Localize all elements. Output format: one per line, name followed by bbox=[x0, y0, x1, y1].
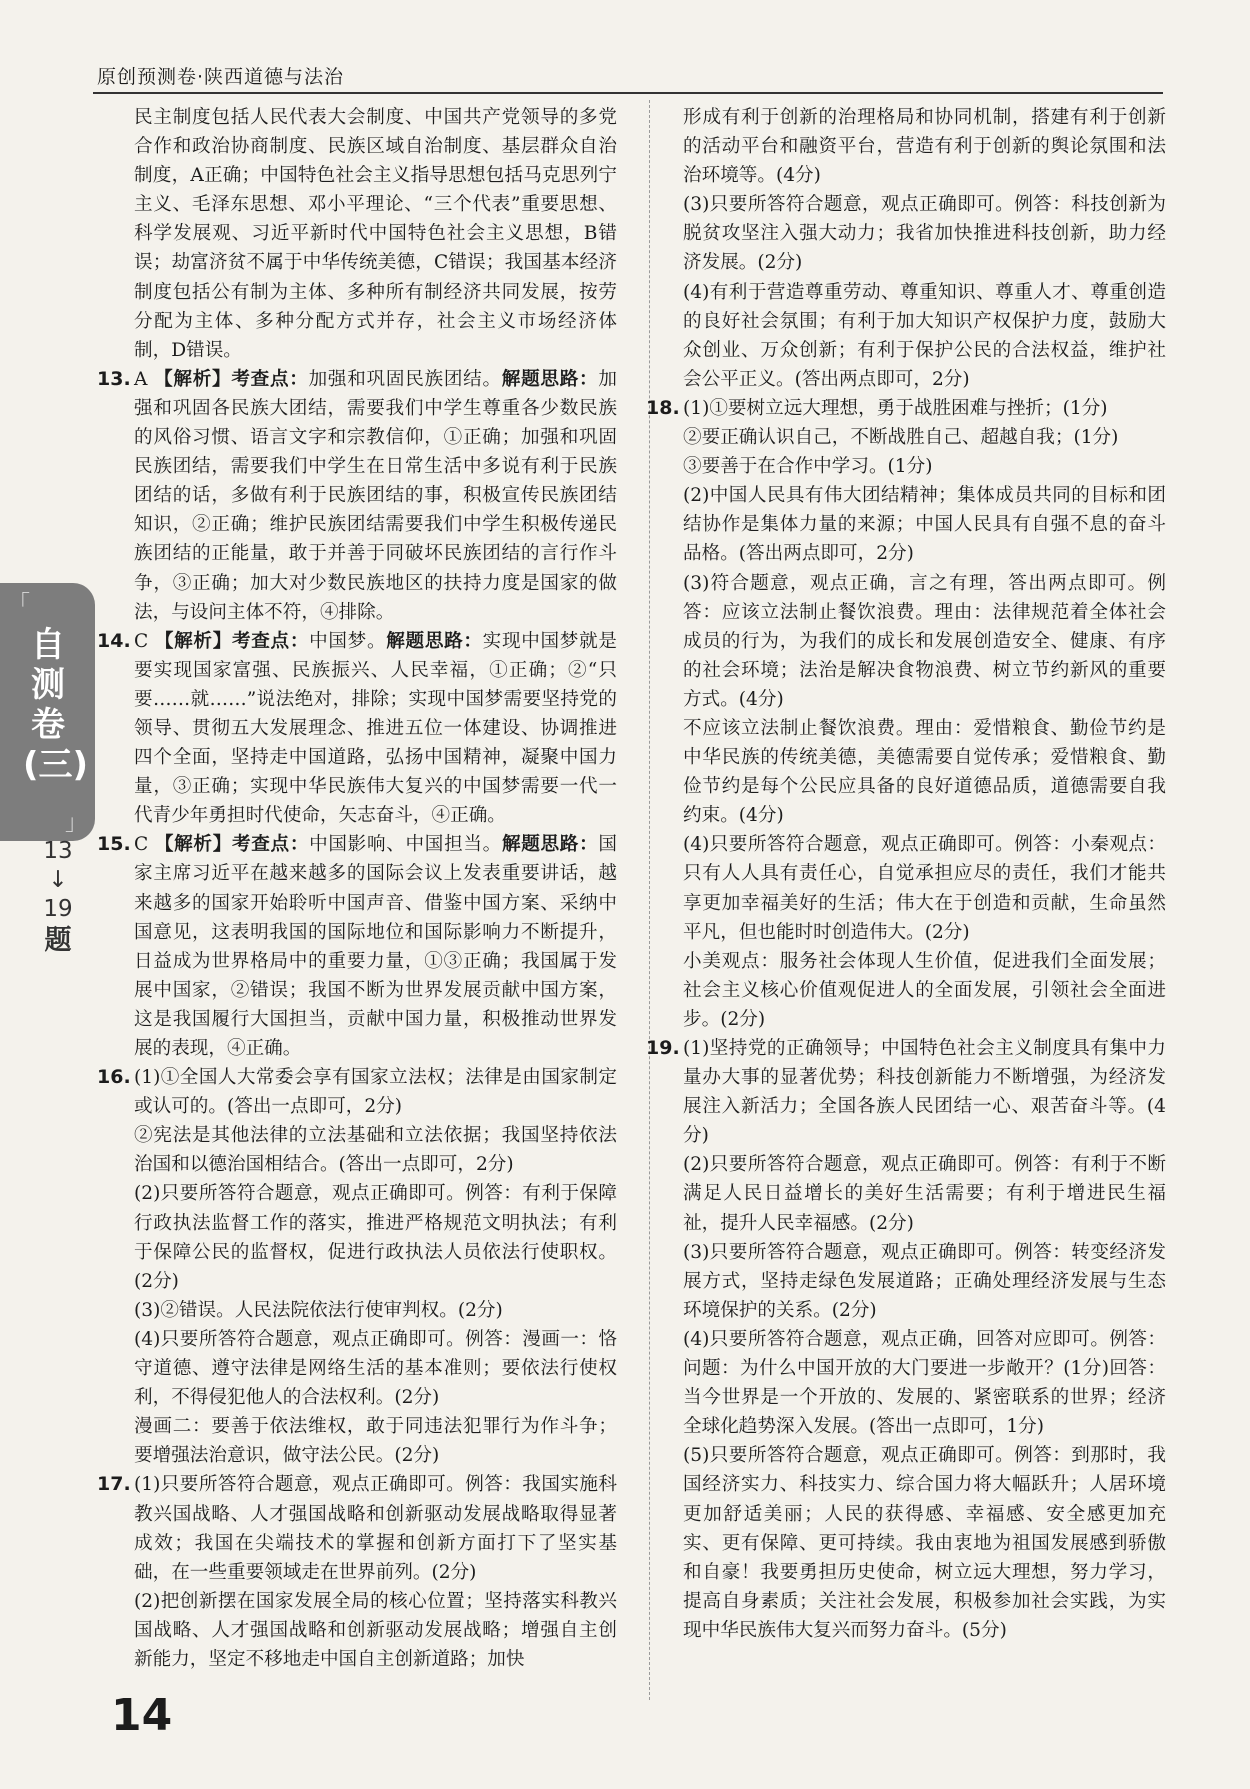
answer-letter: C bbox=[134, 834, 149, 856]
range-suffix: 题 bbox=[44, 925, 72, 956]
question-13 bbox=[97, 365, 617, 627]
question-body bbox=[683, 1034, 1166, 1645]
answer-part: ③要善于在合作中学习。(1分) bbox=[683, 456, 933, 478]
analysis-tag: 【解析】考查点： bbox=[154, 630, 310, 652]
question-19 bbox=[646, 1034, 1166, 1645]
left-column bbox=[97, 103, 617, 1674]
question-number: 14. bbox=[97, 629, 131, 652]
answer-part: (3)只要所答符合题意，观点正确即可。例答：科技创新为脱贫攻坚注入强大动力；我省加快推进科技创新，助力经济发展。(2分) bbox=[683, 194, 1166, 274]
question-body bbox=[134, 1063, 617, 1470]
answer-part: (4)只要所答符合题意，观点正确，回答对应即可。例答：问题：为什么中国开放的大门要进一步敞开？(1分)回答：当今世界是一个开放的、发展的、紧密联系的世界；经济全球化趋势深入发展。(答出一点即可，1分) bbox=[683, 1328, 1166, 1438]
q17-continuation: 形成有利于创新的治理格局和协同机制，搭建有利于创新的活动平台和融资平台，营造有利于创新的舆论氛围和法治环境等。(4分) bbox=[683, 107, 1166, 187]
solution-text: 国家主席习近平在越来越多的国际会议上发表重要讲话，越来越多的国家开始聆听中国声音、借鉴中国方案、采纳中国意见，这表明我国的国际地位和国际影响力不断提升，日益成为世界格局中的重要力量，①③正确；我国属于发展中国家，②错误；我国不断为世界发展贡献中国方案，这是我国履行大国担当，贡献中国力量，积极推动世界发展的表现，④正确。 bbox=[134, 834, 617, 1059]
question-body bbox=[683, 394, 1166, 1034]
question-number: 13. bbox=[97, 367, 131, 390]
answer-part: (4)只要所答符合题意，观点正确即可。例答：漫画一：恪守道德、遵守法律是网络生活的基本准则；要依法行使权利，不得侵犯他人的合法权利。(2分) bbox=[134, 1328, 617, 1409]
answer-part: (3)②错误。人民法院依法行使审判权。(2分) bbox=[134, 1299, 503, 1321]
answer-part: (1)①全国人大常委会享有国家立法权；法律是由国家制定或认可的。(答出一点即可，2分) bbox=[134, 1067, 617, 1118]
analysis-tag: 【解析】考查点： bbox=[154, 834, 310, 856]
solution-tag: 解题思路： bbox=[386, 630, 483, 652]
question-body bbox=[134, 365, 617, 627]
page-header: 原创预测卷·陕西道德与法治 bbox=[97, 66, 345, 88]
answer-part: (2)只要所答符合题意，观点正确即可。例答：有利于不断满足人民日益增长的美好生活需要；有利于增进民生福祉，提升人民幸福感。(2分) bbox=[683, 1154, 1166, 1234]
corner-bracket-top: 「 bbox=[8, 592, 31, 617]
answer-part: (2)只要所答符合题意，观点正确即可。例答：有利于保障行政执法监督工作的落实，推进严格规范文明执法；有利于保障公民的监督权，促进行政执法人员依法行使职权。(2分) bbox=[134, 1183, 617, 1292]
answer-part: 不应该立法制止餐饮浪费。理由：爱惜粮食、勤俭节约是中华民族的传统美德，美德需要自觉传承；爱惜粮食、勤俭节约是每个公民应具备的良好道德品质，道德需要自我约束。(4分) bbox=[683, 717, 1166, 827]
q12-continuation: 民主制度包括人民代表大会制度、中国共产党领导的多党合作和政治协商制度、民族区域自治制度、基层群众自治制度，A正确；中国特色社会主义指导思想包括马克思列宁主义、毛泽东思想、邓小平理论、“三个代表”重要思想、科学发展观、习近平新时代中国特色社会主义思想，B错误；劫富济贫不属于中华传统美德，C错误；我国基本经济制度包括公有制为主体、多种所有制经济共同发展，按劳分配为主体、多种分配方式并存，社会主义市场经济体制，D错误。 bbox=[134, 107, 617, 361]
analysis-tag: 【解析】考查点： bbox=[154, 368, 309, 390]
answer-part: (4)只要所答符合题意，观点正确即可。例答：小秦观点：只有人人具有责任心，自觉承担应尽的责任，我们才能共享更加幸福美好的生活；伟大在于创造和贡献，生命虽然平凡，但也能时时创造伟大。(2分) bbox=[683, 834, 1166, 943]
test-point: 加强和巩固民族团结。 bbox=[308, 368, 502, 390]
question-number: 19. bbox=[646, 1037, 680, 1059]
question-17 bbox=[97, 1470, 617, 1674]
answer-part: (3)只要所答符合题意，观点正确即可。例答：转变经济发展方式，坚持走绿色发展道路；正确处理经济发展与生态环境保护的关系。(2分) bbox=[683, 1241, 1166, 1321]
answer-part: (4)有利于营造尊重劳动、尊重知识、尊重人才、尊重创造的良好社会氛围；有利于加大知识产权保护力度，鼓励大众创业、万众创新；有利于保护公民的合法权益，维护社会公平正义。(答出两点即可，2分) bbox=[683, 281, 1166, 390]
header-rule bbox=[93, 92, 1163, 94]
question-18 bbox=[646, 394, 1166, 1034]
answer-part: (2)中国人民具有伟大团结精神；集体成员共同的目标和团结协作是集体力量的来源；中国人民具有自强不息的奋斗品格。(答出两点即可，2分) bbox=[683, 485, 1166, 565]
answer-letter: A bbox=[134, 368, 148, 390]
answer-part: 小美观点：服务社会体现人生价值，促进我们全面发展；社会主义核心价值观促进人的全面发展，引领社会全面进步。(2分) bbox=[683, 950, 1166, 1030]
solution-text: 加强和巩固各民族大团结，需要我们中学生尊重各少数民族的风俗习惯、语言文字和宗教信仰，①正确；加强和巩固民族团结，需要我们中学生在日常生活中多说有利于民族团结的话，多做有利于民族团结的事，积极宣传民族团结知识，②正确；维护民族团结需要我们中学生积极传递民族团结的正能量，敢于并善于同破坏民族团结的言行作斗争，③正确；加大对少数民族地区的扶持力度是国家的做法，与设问主体不符，④排除。 bbox=[134, 368, 617, 623]
question-body bbox=[134, 1470, 617, 1674]
page-number: 14 bbox=[111, 1690, 173, 1741]
right-column bbox=[646, 103, 1166, 1645]
corner-bracket-bottom: 」 bbox=[64, 811, 87, 836]
section-tab bbox=[0, 583, 95, 841]
answer-part: (1)①要树立远大理想，勇于战胜困难与挫折；(1分) bbox=[683, 397, 1108, 419]
answer-part: (1)只要所答符合题意，观点正确即可。例答：我国实施科教兴国战略、人才强国战略和创新驱动发展战略取得显著成效；我国在尖端技术的掌握和创新方面打下了坚实基础，在一些重要领域走在世界前列。(2分) bbox=[134, 1474, 617, 1583]
question-number: 15. bbox=[97, 833, 131, 856]
solution-text: 实现中国梦就是要实现国家富强、民族振兴、人民幸福，①正确；②“只要……就……”说法绝对，排除；实现中国梦需要坚持党的领导、贯彻五大发展理念、推进五位一体建设、协调推进四个全面，坚持走中国道路，弘扬中国精神，凝聚中国力量，③正确；实现中华民族伟大复兴的中国梦需要一代一代青少年勇担时代使命，矢志奋斗，④正确。 bbox=[134, 630, 617, 827]
question-15 bbox=[97, 830, 617, 1063]
question-14 bbox=[97, 627, 617, 831]
answer-part: ②宪法是其他法律的立法基础和立法依据；我国坚持依法治国和以德治国相结合。(答出一点即可，2分) bbox=[134, 1125, 617, 1176]
answer-part: (5)只要所答符合题意，观点正确即可。例答：到那时，我国经济实力、科技实力、综合国力将大幅跃升；人居环境更加舒适美丽；人民的获得感、幸福感、安全感更加充实、更有保障、更可持续。我由衷地为祖国发展感到骄傲和自豪！我要勇担历史使命，树立远大理想，努力学习，提高自身素质；关注社会发展，积极参加社会实践，为实现中华民族伟大复兴而努力奋斗。(5分) bbox=[683, 1445, 1166, 1641]
answer-part: ②要正确认识自己，不断战胜自己、超越自我；(1分) bbox=[683, 427, 1119, 449]
question-number: 18. bbox=[646, 396, 680, 419]
test-point: 中国影响、中国担当。 bbox=[309, 834, 502, 856]
answer-part: (3)符合题意，观点正确，言之有理，答出两点即可。例答：应该立法制止餐饮浪费。理由：法律规范着全体社会成员的行为，为我们的成长和发展创造安全、健康、有序的社会环境；法治是解决食物浪费、树立节约新风的重要方式。(4分) bbox=[683, 572, 1166, 710]
test-point: 中国梦。 bbox=[309, 630, 387, 652]
answer-part: (2)把创新摆在国家发展全局的核心位置；坚持落实科教兴国战略、人才强国战略和创新驱动发展战略；增强自主创新能力，坚定不移地走中国自主创新道路；加快 bbox=[134, 1590, 617, 1670]
answer-part: 漫画二：要善于依法维权，敢于同违法犯罪行为作斗争；要增强法治意识，做守法公民。(2分) bbox=[134, 1416, 617, 1467]
solution-tag: 解题思路： bbox=[501, 368, 599, 390]
section-tab-label: 自测卷(三) bbox=[23, 625, 89, 785]
question-number: 16. bbox=[97, 1066, 131, 1089]
question-body bbox=[134, 830, 617, 1063]
solution-tag: 解题思路： bbox=[501, 834, 599, 856]
question-16 bbox=[97, 1063, 617, 1470]
answer-letter: C bbox=[134, 630, 149, 652]
range-end: 19 bbox=[43, 896, 73, 922]
question-range bbox=[33, 836, 83, 958]
question-number: 17. bbox=[97, 1473, 131, 1496]
question-body bbox=[134, 627, 617, 831]
answer-part: (1)坚持党的正确领导；中国特色社会主义制度具有集中力量办大事的显著优势；科技创新能力不断增强，为经济发展注入新活力；全国各族人民团结一心、艰苦奋斗等。(4分) bbox=[683, 1038, 1166, 1147]
range-start: 13 bbox=[43, 838, 73, 864]
down-arrow-icon: ↓ bbox=[48, 867, 68, 893]
